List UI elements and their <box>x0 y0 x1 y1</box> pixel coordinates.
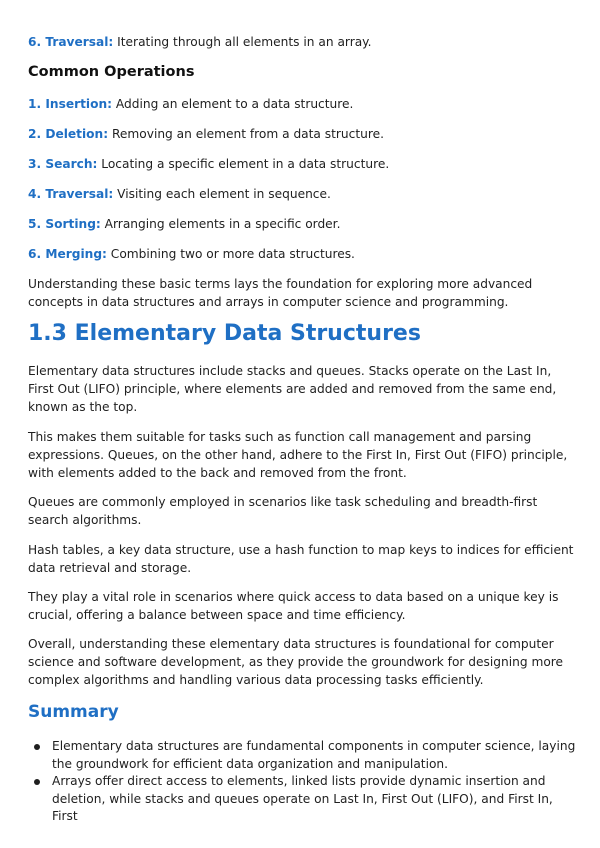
body-paragraph: This makes them suitable for tasks such as function call management and parsing expressions. Queues, on the other hand, adhere to the First In, First Out (FIFO) principle, with elements added to the back and removed from the front. <box>28 430 568 480</box>
summary-bullet: Elementary data structures are fundamental components in computer science, laying the groundwork for efficient data organization and manipulation. <box>34 738 578 773</box>
term-description: Arranging elements in a specific order. <box>100 217 341 231</box>
term-label: 6. Traversal: <box>28 35 114 49</box>
list-item <box>28 215 578 233</box>
body-paragraph: Elementary data structures include stacks and queues. Stacks operate on the Last In, First Out (LIFO) principle, where elements are added and removed from the same end, known as the top. <box>28 364 557 414</box>
list-item <box>28 33 578 51</box>
term-label: 2. Deletion: <box>28 127 109 141</box>
term-label: 3. Search: <box>28 157 98 171</box>
term-description: Combining two or more data structures. <box>106 247 355 261</box>
common-operations-heading: Common Operations <box>28 64 195 80</box>
section-title: 1.3 Elementary Data Structures <box>28 321 421 346</box>
term-label: 4. Traversal: <box>28 187 114 201</box>
intro-paragraph: Understanding these basic terms lays the foundation for exploring more advanced concepts in data structures and arrays in computer science and programming. <box>28 277 533 309</box>
body-paragraph: Overall, understanding these elementary data structures is foundational for computer science and software development, as they provide the groundwork for designing more complex algorithms and handling various data processing tasks efficiently. <box>28 637 564 687</box>
body-paragraph: Queues are commonly employed in scenarios like task scheduling and breadth-first search algorithms. <box>28 495 538 527</box>
summary-list <box>34 738 578 826</box>
summary-title: Summary <box>28 702 119 722</box>
term-label: 1. Insertion: <box>28 97 113 111</box>
summary-bullet: Arrays offer direct access to elements, linked lists provide dynamic insertion and deletion, while stacks and queues operate on Last In, First Out (LIFO), and First In, First <box>34 773 578 826</box>
term-description: Visiting each element in sequence. <box>113 187 331 201</box>
list-item <box>28 125 578 143</box>
body-paragraph: Hash tables, a key data structure, use a hash function to map keys to indices for efficient data retrieval and storage. <box>28 543 574 575</box>
term-label: 6. Merging: <box>28 247 107 261</box>
term-description: Adding an element to a data structure. <box>112 97 354 111</box>
list-item <box>28 155 578 173</box>
term-description: Iterating through all elements in an array. <box>113 35 372 49</box>
list-item <box>28 185 578 203</box>
list-item <box>28 245 578 263</box>
term-description: Locating a specific element in a data structure. <box>97 157 390 171</box>
body-paragraph: They play a vital role in scenarios where quick access to data based on a unique key is crucial, offering a balance between space and time efficiency. <box>28 590 559 622</box>
list-item <box>28 95 578 113</box>
term-description: Removing an element from a data structure. <box>108 127 384 141</box>
term-label: 5. Sorting: <box>28 217 101 231</box>
